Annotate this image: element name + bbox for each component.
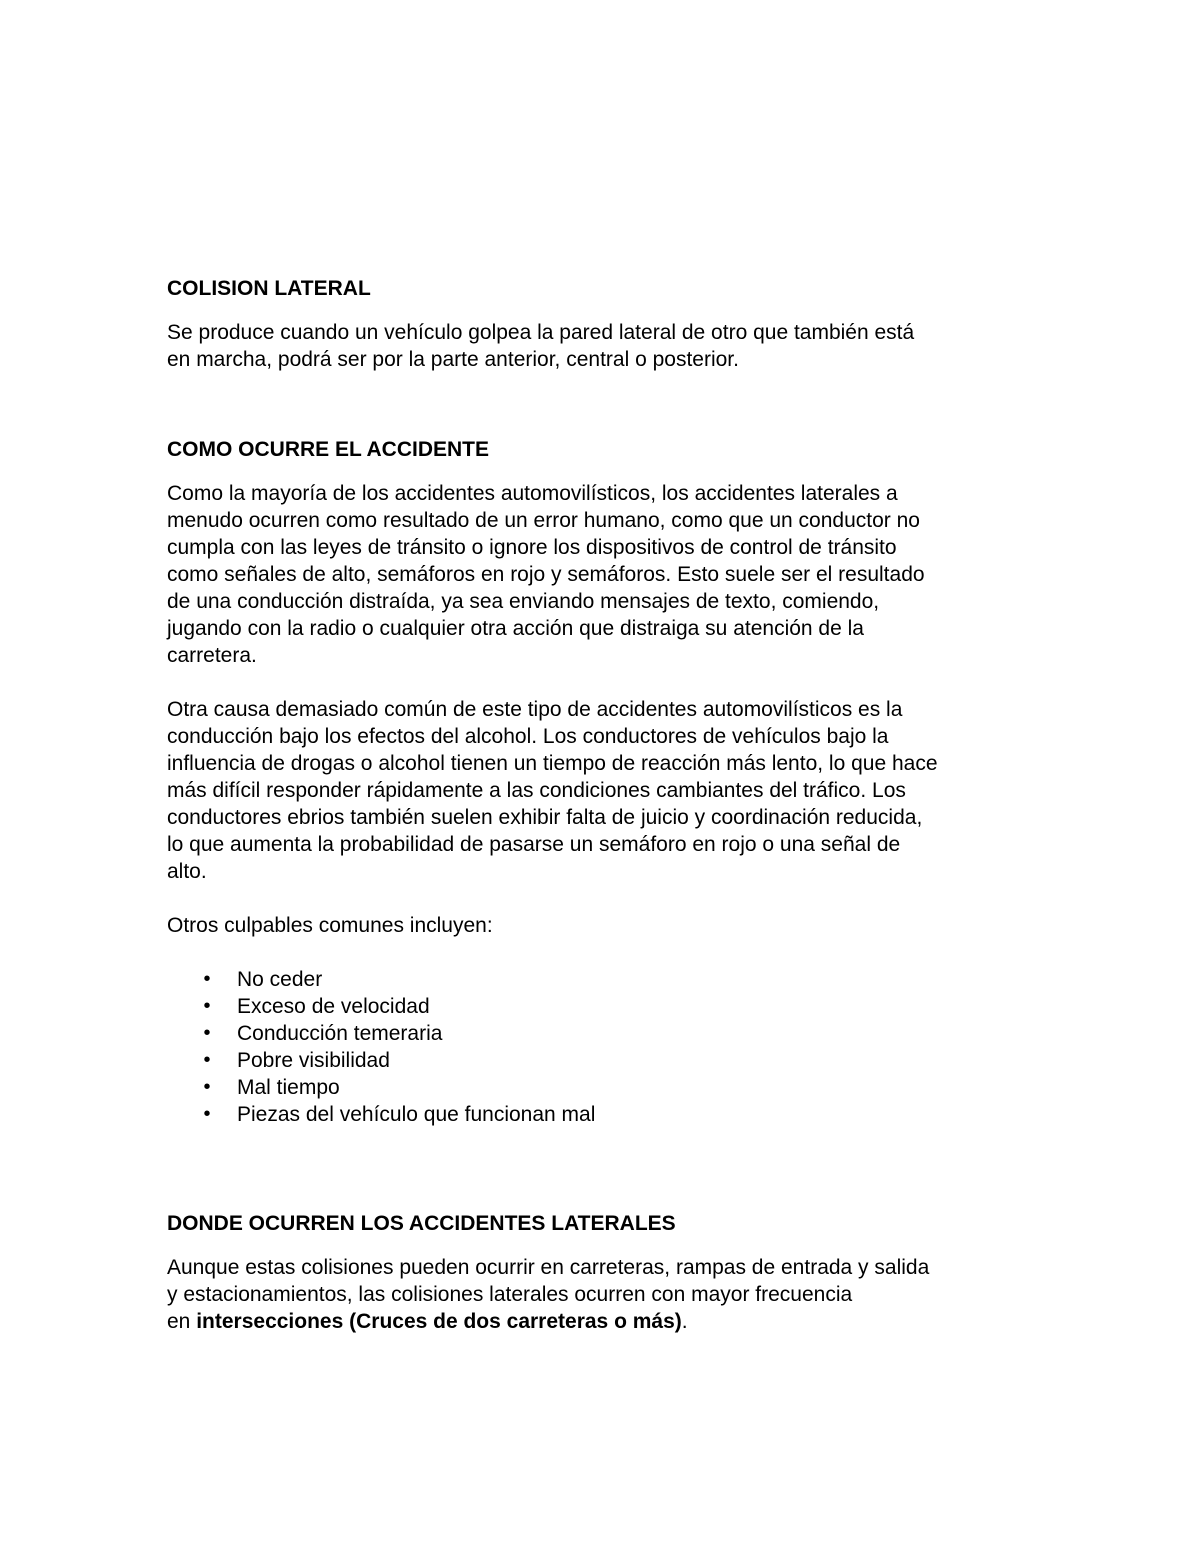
section-heading-como-ocurre: COMO OCURRE EL ACCIDENTE — [167, 438, 490, 461]
text-line: más difícil responder rápidamente a las condiciones cambiantes del tráfico. Los — [167, 779, 906, 802]
text-line: menudo ocurren como resultado de un error humano, como que un conductor no — [167, 509, 920, 532]
bullet-icon: • — [203, 1076, 211, 1098]
text-line: Otra causa demasiado común de este tipo de accidentes automovilísticos es la — [167, 698, 903, 721]
text-line: Aunque estas colisiones pueden ocurrir en carreteras, rampas de entrada y salida — [167, 1256, 930, 1279]
paragraph-alcohol — [167, 696, 1047, 885]
list-item — [167, 966, 1047, 993]
bullet-icon: • — [203, 995, 211, 1017]
text-line: de una conducción distraída, ya sea enviando mensajes de texto, comiendo, — [167, 590, 880, 613]
text-line: lo que aumenta la probabilidad de pasarse un semáforo en rojo o una señal de — [167, 833, 901, 856]
text-line: en marcha, podrá ser por la parte anterior, central o posterior. — [167, 348, 739, 371]
list-item-text: Exceso de velocidad — [237, 995, 430, 1018]
list-item — [167, 1074, 1047, 1101]
bullet-icon: • — [203, 1049, 211, 1071]
text-line: carretera. — [167, 644, 257, 667]
text-line-with-emphasis — [167, 1308, 1047, 1335]
line-prefix: en — [167, 1310, 197, 1333]
section-heading-colision-lateral: COLISION LATERAL — [167, 277, 371, 300]
text-line: y estacionamientos, las colisiones laterales ocurren con mayor frecuencia — [167, 1283, 853, 1306]
text-line: como señales de alto, semáforos en rojo y semáforos. Esto suele ser el resultado — [167, 563, 925, 586]
paragraph-other-culprits — [167, 912, 1047, 939]
text-line: Se produce cuando un vehículo golpea la pared lateral de otro que también está — [167, 321, 915, 344]
paragraph-locations — [167, 1254, 1047, 1335]
bullet-icon: • — [203, 1103, 211, 1125]
list-item-text: Conducción temeraria — [237, 1022, 443, 1045]
paragraph-human-error — [167, 480, 1047, 669]
line-suffix: . — [681, 1310, 688, 1333]
emphasis-intersections: intersecciones (Cruces de dos carreteras o más) — [196, 1310, 682, 1333]
section-heading-donde-ocurren: DONDE OCURREN LOS ACCIDENTES LATERALES — [167, 1212, 676, 1235]
text-line: Otros culpables comunes incluyen: — [167, 914, 493, 937]
list-item-text: Pobre visibilidad — [237, 1049, 390, 1072]
document-page — [167, 270, 1047, 1335]
list-item — [167, 993, 1047, 1020]
paragraph-definition — [167, 319, 1047, 373]
text-line: cumpla con las leyes de tránsito o ignore los dispositivos de control de tránsito — [167, 536, 897, 559]
text-line: influencia de drogas o alcohol tienen un tiempo de reacción más lento, lo que hace — [167, 752, 938, 775]
list-item — [167, 1047, 1047, 1074]
text-line: conducción bajo los efectos del alcohol. Los conductores de vehículos bajo la — [167, 725, 889, 748]
list-item-text: No ceder — [237, 968, 323, 991]
culprits-list — [167, 966, 1047, 1128]
text-line: alto. — [167, 860, 207, 883]
list-item — [167, 1101, 1047, 1128]
bullet-icon: • — [203, 1022, 211, 1044]
bullet-icon: • — [203, 968, 211, 990]
text-line: jugando con la radio o cualquier otra acción que distraiga su atención de la — [167, 617, 864, 640]
list-item-text: Mal tiempo — [237, 1076, 340, 1099]
text-line: conductores ebrios también suelen exhibir falta de juicio y coordinación reducida, — [167, 806, 923, 829]
list-item — [167, 1020, 1047, 1047]
list-item-text: Piezas del vehículo que funcionan mal — [237, 1103, 596, 1126]
text-line: Como la mayoría de los accidentes automovilísticos, los accidentes laterales a — [167, 482, 898, 505]
